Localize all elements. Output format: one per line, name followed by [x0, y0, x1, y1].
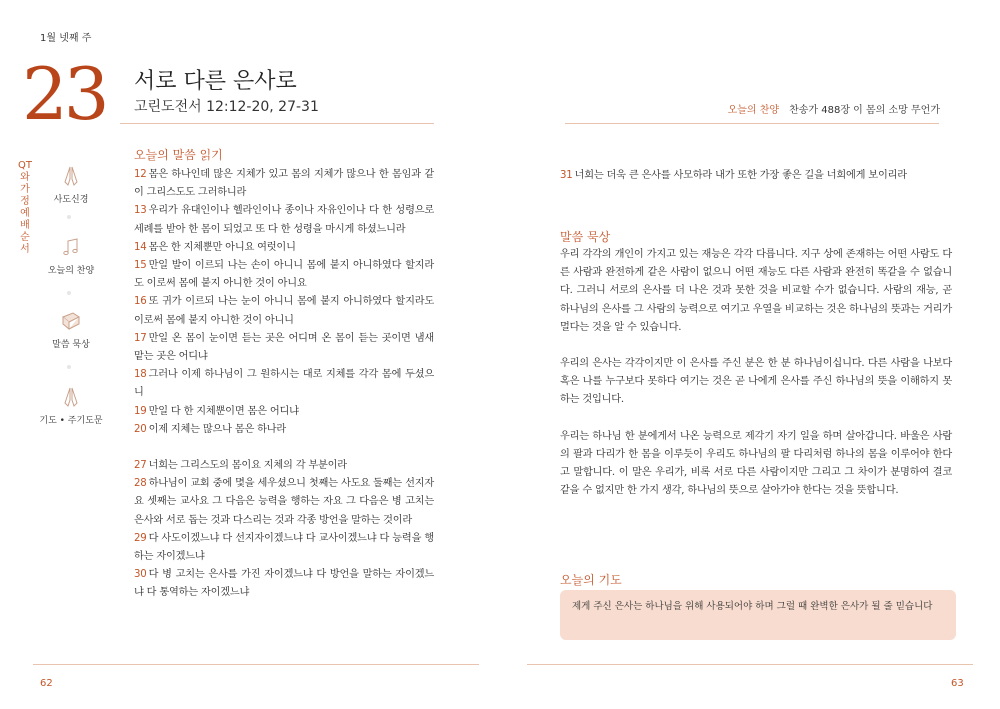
verse-text: 우리가 유대인이나 헬라인이나 종이나 자유인이나 다 한 성령으로 세례를 받아 한 몸이 되었고 또 다 한 성령을 마시게 하셨느니라 — [134, 205, 434, 235]
verse-text: 다 병 고치는 은사를 가진 자이겠느냐 다 방언을 말하는 자이겠느냐 다 통역하는 자이겠느냐 — [134, 569, 434, 599]
verse-text: 이제 지체는 많으나 몸은 하나라 — [148, 423, 287, 435]
header-divider-left — [120, 123, 434, 124]
verse-number: 16 — [134, 296, 147, 308]
page-number-left: 62 — [40, 678, 53, 689]
verse-number: 20 — [134, 423, 147, 435]
sidebar-item-hymn — [36, 235, 106, 276]
prayer-text: 제게 주신 은사는 하나님을 위해 사용되어야 하며 그럴 때 완벽한 은사가 될 줄 믿습니다 — [572, 601, 933, 612]
sidebar-item-label: 오늘의 찬양 — [47, 266, 95, 276]
header-divider-right — [565, 123, 939, 124]
praying-hands-icon — [59, 385, 83, 409]
verse-text: 그러나 이제 하나님이 그 원하시는 대로 지체를 각각 몸에 두셨으니 — [134, 369, 434, 399]
sidebar-dot — [67, 215, 71, 219]
verse-text: 만일 다 한 지체뿐이면 몸은 어디냐 — [148, 405, 299, 417]
verse-number: 15 — [134, 260, 147, 272]
sidebar-item-meditation — [36, 309, 106, 350]
day-number: 23 — [22, 52, 106, 136]
meditation-heading: 말씀 묵상 — [560, 230, 611, 244]
meditation-paragraph: 우리의 은사는 각각이지만 이 은사를 주신 분은 한 분 하나님이십니다. 다른 사람을 나보다 혹은 나를 누구보다 못하다 여기는 것은 곧 나에게 은사를 주신 하나님의 뜻을 이해하지 못하는 것입니다. — [560, 358, 952, 406]
page-title: 서로 다른 은사로 — [134, 69, 297, 94]
meditation-paragraph: 우리는 하나님 한 분에게서 나온 능력으로 제각기 자기 일을 하며 살아갑니다. 바울은 사람의 팔과 다리가 한 몸을 이루듯이 우리도 하나님의 팔 다리처럼 하나의 몸을 이루어야 한다고 말합니다. 이 말은 우리가, 비록 서로 다른 사람이지만 그리고 그 차이가 분명하여 결코 같을 수 없지만 한 가지 생각, 하나님의 뜻으로 살아가야 한다는 것을 뜻합니다. — [560, 430, 952, 497]
verse-text: 또 귀가 이르되 나는 눈이 아니니 몸에 붙지 아니하였다 할지라도 이로써 몸에 붙지 아니한 것이 아니니 — [134, 296, 434, 326]
sidebar-item-label: 기도 • 주기도문 — [39, 416, 103, 426]
verse-14 — [134, 239, 434, 257]
reading-heading: 오늘의 말씀 읽기 — [134, 148, 223, 162]
verse-number: 30 — [134, 569, 147, 581]
verse-text: 하나님이 교회 중에 몇을 세우셨으니 첫째는 사도요 둘째는 선지자요 셋째는 교사요 그 다음은 능력을 행하는 자요 그 다음은 병 고치는 은사와 서로 돕는 것과 다스리는 것과 각종 방언을 말하는 것이라 — [134, 478, 434, 526]
meditation-body — [560, 246, 952, 518]
week-label: 1월 넷째 주 — [40, 33, 92, 44]
verse-text: 만일 발이 이르되 나는 손이 아니니 몸에 붙지 아니하였다 할지라도 이로써 몸에 붙지 아니한 것이 아니요 — [134, 260, 434, 290]
praying-hands-icon — [59, 164, 83, 188]
hymn-label: 오늘의 찬양 — [727, 105, 780, 116]
sidebar-item-creed — [36, 164, 106, 205]
verse-text: 너희는 그리스도의 몸이요 지체의 각 부분이라 — [148, 460, 347, 472]
verse-12 — [134, 166, 434, 202]
verse-28 — [134, 475, 434, 530]
order-vertical-label: QT와 가정예배 순서 — [18, 160, 32, 255]
verse-27 — [134, 457, 434, 475]
verse-13 — [134, 202, 434, 238]
verse-number: 27 — [134, 460, 147, 472]
verse-number: 31 — [560, 170, 573, 181]
prayer-heading: 오늘의 기도 — [560, 573, 622, 587]
verse-list-a — [134, 166, 434, 439]
verse-number: 17 — [134, 332, 147, 344]
scripture-reference: 고린도전서 12:12-20, 27-31 — [134, 99, 319, 115]
verse-15 — [134, 257, 434, 293]
reading-body — [134, 166, 434, 603]
verse-16 — [134, 293, 434, 329]
verse-text: 몸은 한 지체뿐만 아니요 여럿이니 — [148, 241, 296, 253]
sidebar-item-label: 사도신경 — [53, 195, 89, 205]
verse-text: 만일 온 몸이 눈이면 듣는 곳은 어디며 온 몸이 듣는 곳이면 냄새 맡는 곳은 어디냐 — [134, 332, 434, 363]
verse-number: 13 — [134, 205, 147, 217]
verse-30 — [134, 566, 434, 602]
verse-text: 다 사도이겠느냐 다 선지자이겠느냐 다 교사이겠느냐 다 능력을 행하는 자이겠느냐 — [134, 532, 434, 563]
sidebar-item-label: 말씀 묵상 — [52, 340, 90, 350]
verse-19 — [134, 403, 434, 421]
hymn-text: 찬송가 488장 이 몸의 소망 무언가 — [789, 105, 940, 116]
hymn-of-day — [728, 101, 940, 116]
sidebar-dot — [67, 365, 71, 369]
verse-number: 19 — [134, 405, 147, 417]
sidebar-dot — [67, 291, 71, 295]
music-note-icon — [59, 235, 83, 259]
verse-number: 14 — [134, 241, 147, 253]
verse-number: 29 — [134, 532, 147, 544]
verse-number: 28 — [134, 478, 147, 490]
meditation-paragraph: 우리 각각의 개인이 가지고 있는 재능은 각각 다릅니다. 지구 상에 존재하는 어떤 사람도 다른 사람과 완전하게 같은 사람이 없으니 어떤 재능도 다른 사람과 완전히 똑같을 수 없습니다. 그러니 서로의 은사를 더 나은 것과 못한 것을 비교할 수가 없습니다. 사람의 재능, 곧 하나님의 은사를 그 사람의 능력으로 여기고 우열을 비교하는 것은 하나님의 뜻과는 거리가 멀다는 것을 알 수 있습니다. — [560, 249, 952, 333]
sidebar-item-prayer — [36, 385, 106, 426]
footer-divider-left — [33, 664, 479, 665]
verse-gap — [134, 439, 434, 457]
bible-book-icon — [59, 309, 83, 333]
verse-29 — [134, 530, 434, 566]
page-number-right: 63 — [951, 678, 964, 689]
verse-number: 18 — [134, 369, 147, 381]
verse-text: 너희는 더욱 큰 은사를 사모하라 내가 또한 가장 좋은 길을 너희에게 보이리라 — [574, 170, 907, 181]
verse-20 — [134, 421, 434, 439]
verse-18 — [134, 366, 434, 402]
verse-number: 12 — [134, 169, 147, 180]
verse-17 — [134, 330, 434, 366]
prayer-box — [560, 590, 956, 640]
verse-31 — [560, 167, 946, 185]
verse-text: 몸은 하나인데 많은 지체가 있고 몸의 지체가 많으나 한 몸임과 같이 그리스도도 그러하니라 — [134, 169, 434, 199]
verse-list-b — [134, 457, 434, 603]
footer-divider-right — [527, 664, 973, 665]
